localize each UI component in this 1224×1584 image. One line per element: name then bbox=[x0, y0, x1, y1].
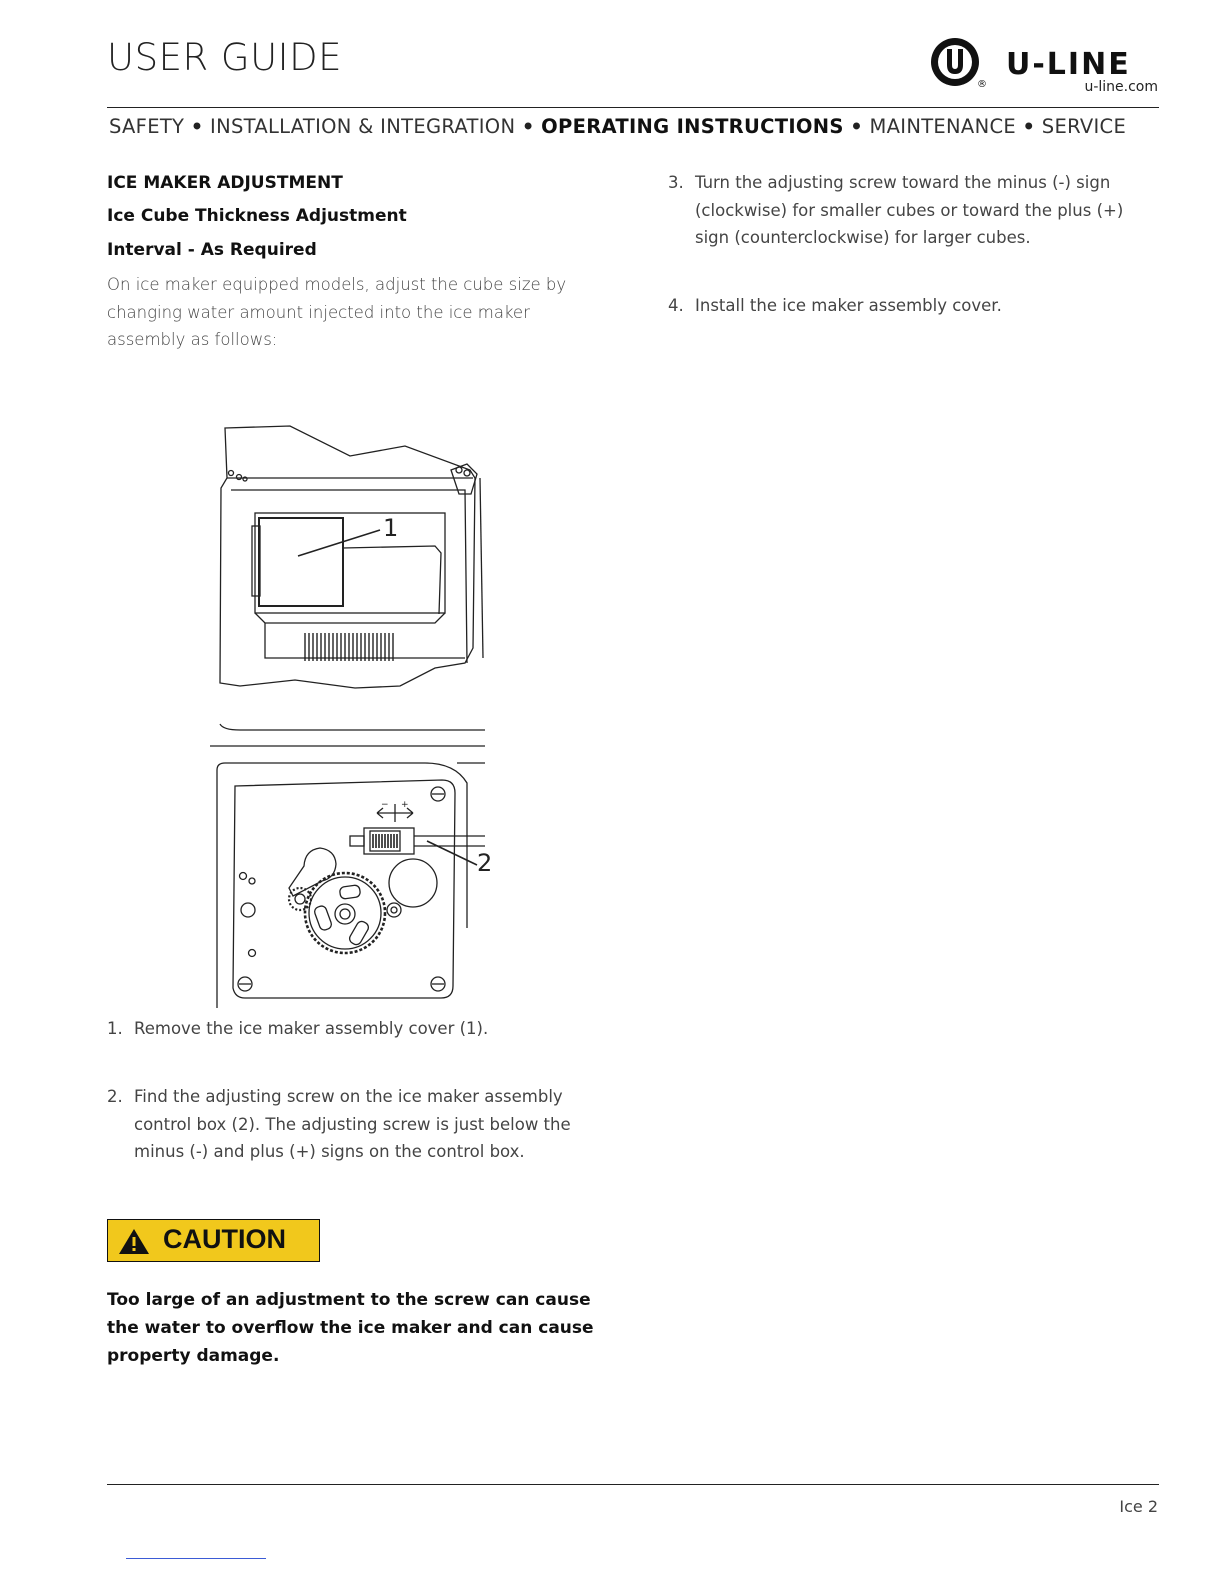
nav-separator: • bbox=[850, 115, 864, 138]
header-divider bbox=[107, 107, 1159, 108]
caution-banner bbox=[107, 1219, 320, 1262]
plus-sign: + bbox=[401, 800, 409, 810]
step-1 bbox=[107, 1015, 597, 1045]
step-number: 3. bbox=[668, 173, 684, 192]
step-text: Install the ice maker assembly cover. bbox=[695, 296, 1002, 315]
nav-item-safety[interactable]: SAFETY bbox=[109, 115, 185, 138]
caution-text: Too large of an adjustment to the screw can cause the water to overflow the ice maker and can cause property damage. bbox=[107, 1290, 594, 1366]
nav-item-installation[interactable]: INSTALLATION & INTEGRATION bbox=[210, 115, 516, 138]
brand-wordmark: U-LINE bbox=[1006, 47, 1131, 82]
page-title: USER GUIDE bbox=[107, 36, 342, 79]
nav-item-service[interactable]: SERVICE bbox=[1041, 115, 1127, 138]
step-2 bbox=[107, 1083, 597, 1173]
footer-link-underline bbox=[126, 1558, 266, 1559]
callout-1: 1 bbox=[383, 514, 399, 542]
section-nav bbox=[109, 115, 1126, 138]
step-4 bbox=[668, 292, 1148, 322]
website-link[interactable]: u-line.com bbox=[1084, 79, 1158, 95]
step-3 bbox=[668, 169, 1148, 259]
nav-separator: • bbox=[190, 115, 204, 138]
interval-heading: Interval - As Required bbox=[107, 240, 317, 260]
section-heading: ICE MAKER ADJUSTMENT bbox=[107, 173, 343, 193]
nav-separator: • bbox=[1022, 115, 1036, 138]
step-number: 4. bbox=[668, 296, 684, 315]
section-subheading: Ice Cube Thickness Adjustment bbox=[107, 206, 407, 226]
minus-sign: − bbox=[381, 800, 389, 810]
nav-separator: • bbox=[521, 115, 535, 138]
step-text: Turn the adjusting screw toward the minus (-) sign (clockwise) for smaller cubes or toward the plus (+) sign (counterclockwise) for larger cubes. bbox=[695, 173, 1124, 248]
ice-maker-diagram bbox=[205, 418, 495, 1008]
svg-text:®: ® bbox=[977, 79, 987, 90]
step-text: Find the adjusting screw on the ice maker assembly control box (2). The adjusting screw is just below the minus (-) and plus (+) signs on the control box. bbox=[134, 1087, 571, 1162]
callout-2: 2 bbox=[477, 849, 493, 877]
caution-label: CAUTION bbox=[163, 1224, 286, 1254]
footer-divider bbox=[107, 1484, 1159, 1485]
page-number: Ice 2 bbox=[1119, 1497, 1158, 1516]
nav-item-maintenance[interactable]: MAINTENANCE bbox=[869, 115, 1016, 138]
step-number: 2. bbox=[107, 1087, 123, 1106]
nav-item-operating[interactable]: OPERATING INSTRUCTIONS bbox=[541, 115, 844, 138]
step-text: Remove the ice maker assembly cover (1). bbox=[134, 1019, 489, 1038]
step-number: 1. bbox=[107, 1019, 123, 1038]
warning-triangle-icon bbox=[118, 1227, 150, 1255]
intro-paragraph: On ice maker equipped models, adjust the cube size by changing water amount injected into the ice maker assembly as follows: bbox=[107, 275, 567, 350]
